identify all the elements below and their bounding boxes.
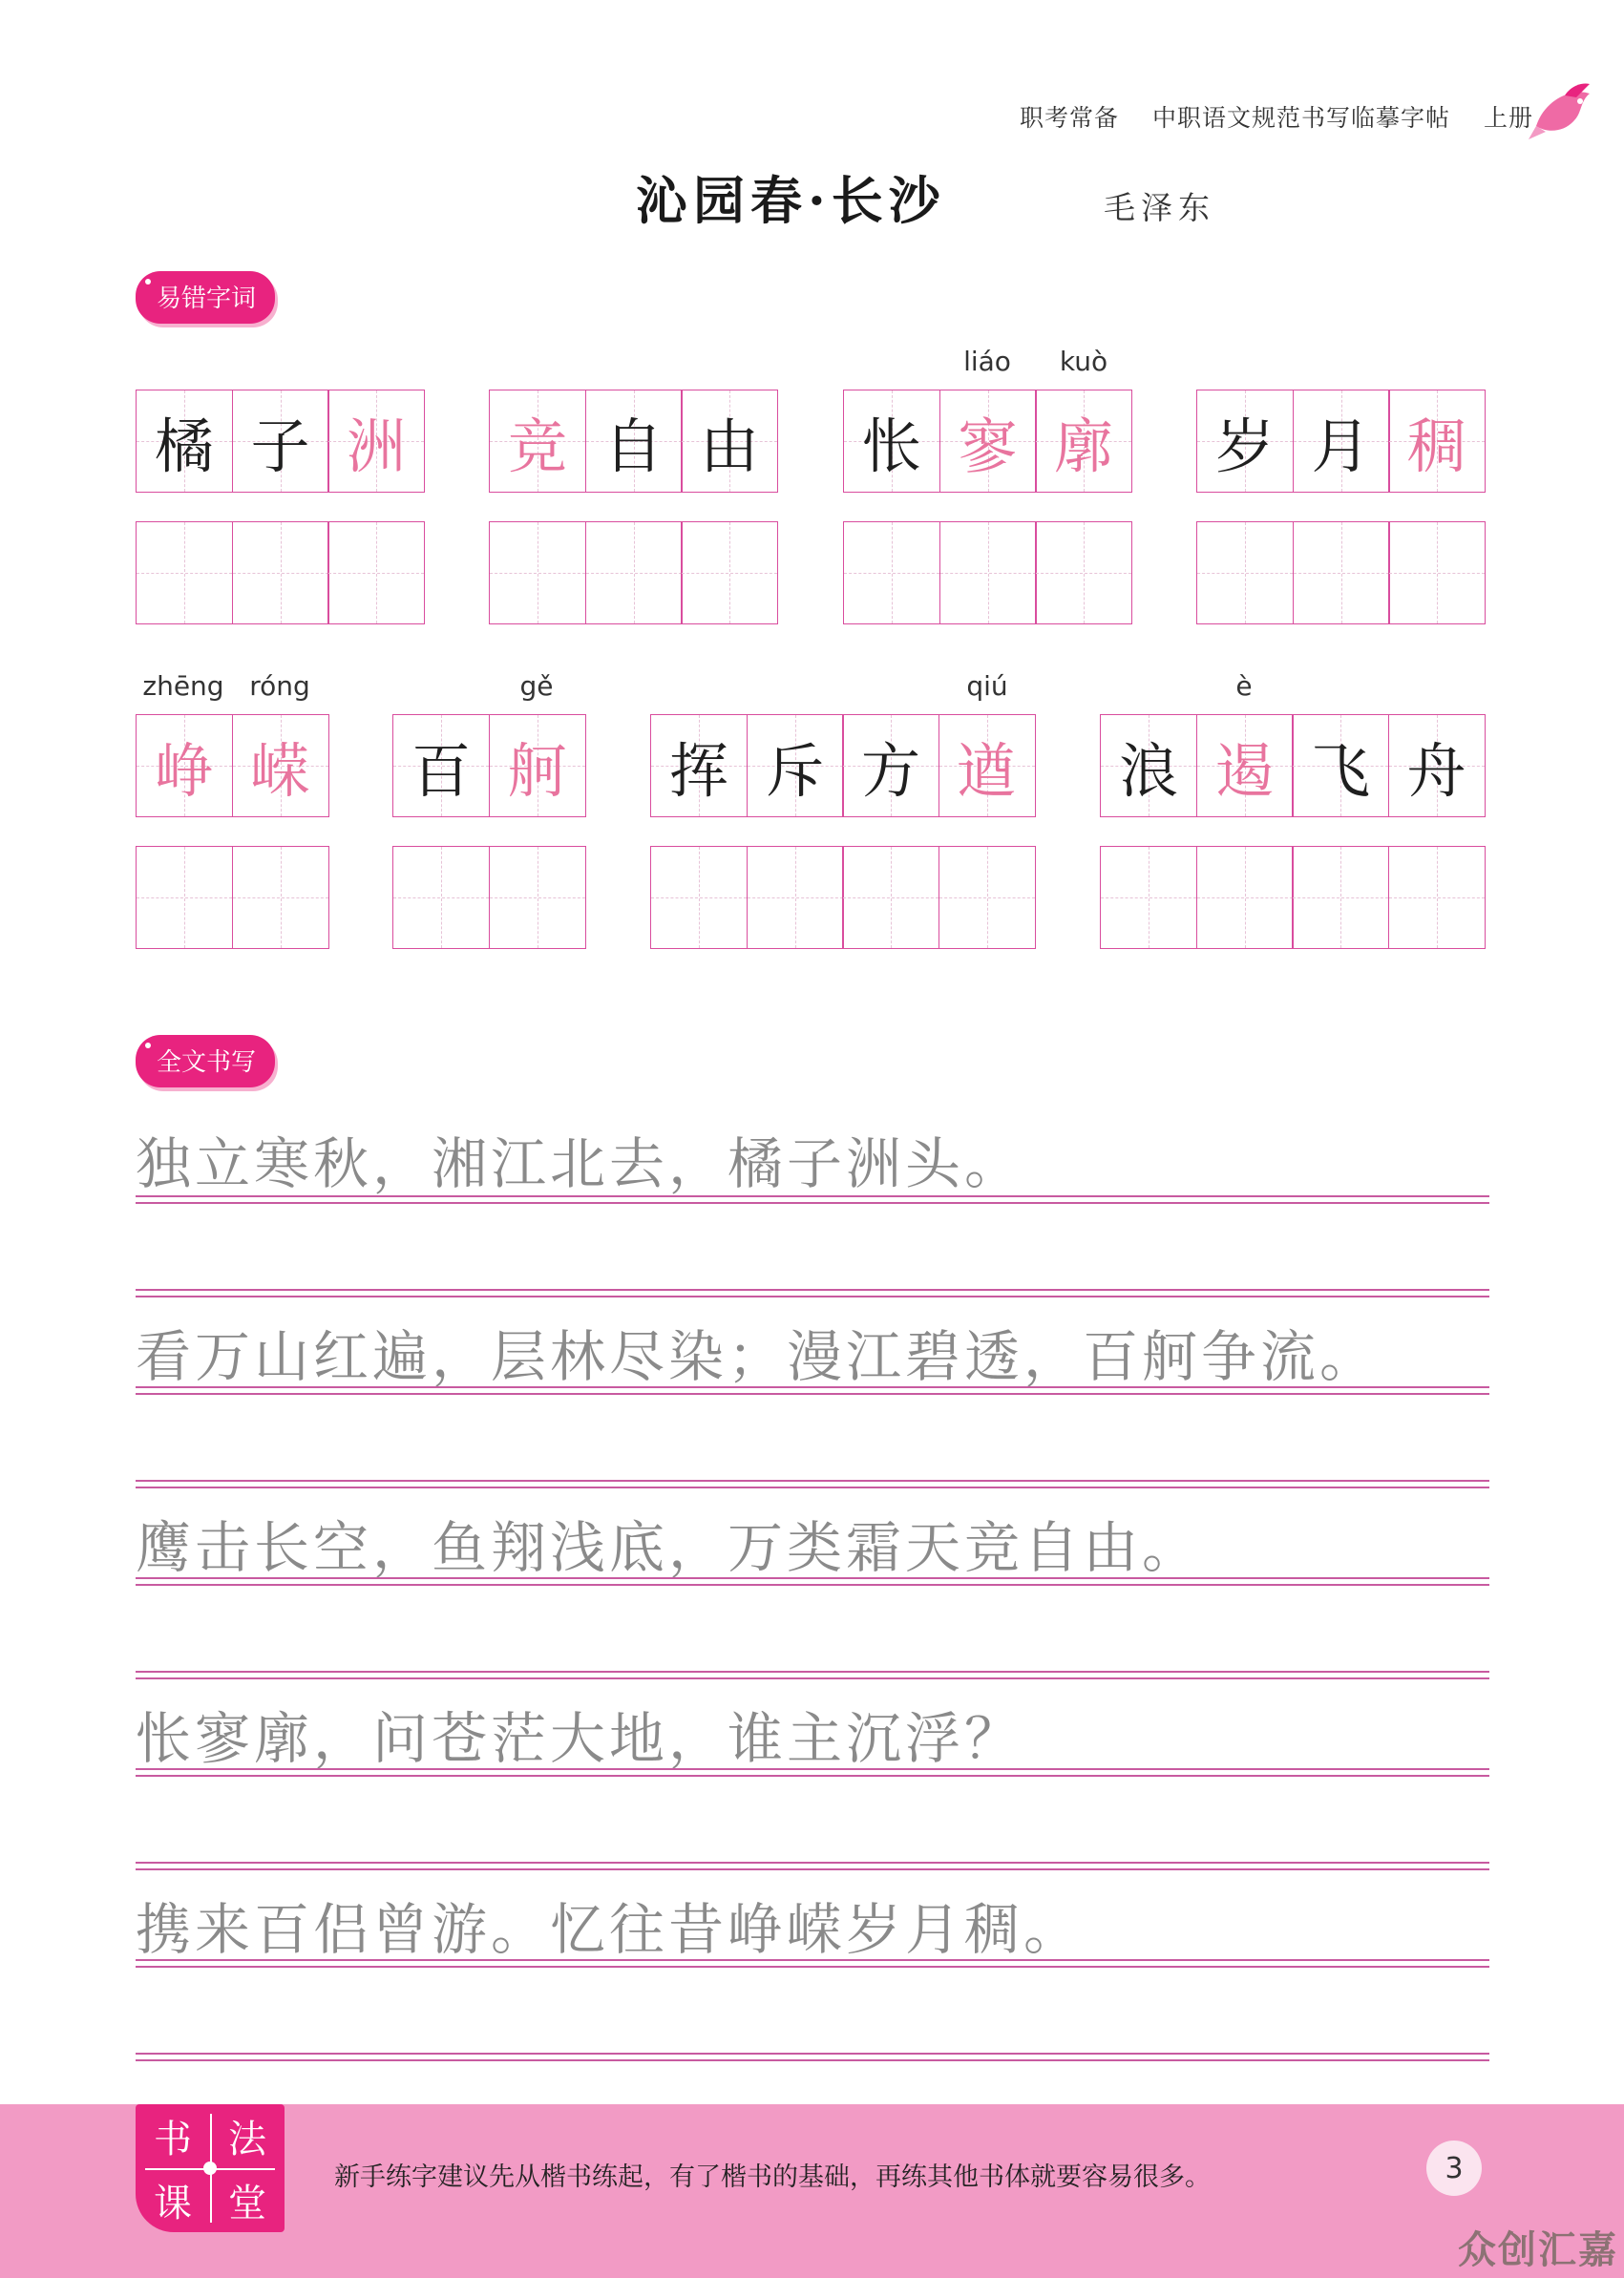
practice-cell[interactable] [1035, 521, 1132, 624]
volume-label: 上册 [1483, 104, 1533, 132]
watermark: 众创汇嘉 [1458, 2228, 1618, 2272]
char: 橘 [154, 411, 214, 481]
char-cell [1100, 714, 1197, 817]
practice-cell[interactable] [1388, 521, 1486, 624]
practice-cell[interactable] [1292, 846, 1389, 949]
practice-cell[interactable] [842, 846, 939, 949]
char: 舟 [1406, 735, 1466, 806]
char-cell [136, 714, 233, 817]
page-number: 3 [1426, 2141, 1482, 2196]
char-cell [1196, 390, 1294, 493]
char: 自 [603, 411, 664, 481]
char: 百 [411, 735, 471, 806]
pinyin-label: zhēng [142, 670, 224, 702]
practice-cell[interactable] [392, 846, 490, 949]
writing-line[interactable] [136, 1862, 1489, 1870]
section-tag-fulltext: 全文书写 [136, 1035, 275, 1087]
practice-cell[interactable] [489, 521, 586, 624]
verse-line-2: 看万山红遍，层林尽染；漫江碧透，百舸争流。 [136, 1324, 1380, 1389]
verse-line-3: 鹰击长空，鱼翔浅底，万类霜天竞自由。 [136, 1515, 1202, 1580]
char-cell [585, 390, 683, 493]
char-cell [1292, 714, 1389, 817]
practice-cell[interactable] [136, 846, 233, 949]
char: 怅 [861, 411, 921, 481]
practice-cell[interactable] [1196, 846, 1294, 949]
char-cell [1196, 714, 1294, 817]
char-cell [939, 714, 1036, 817]
practice-cell[interactable] [1196, 521, 1294, 624]
writing-line[interactable] [136, 1480, 1489, 1488]
author-name: 毛泽东 [1104, 189, 1215, 226]
word-practice-grid [650, 846, 1036, 949]
error-prone-char: 竞 [507, 411, 567, 481]
char: 子 [250, 411, 310, 481]
verse-line-5: 携来百侣曾游。忆往昔峥嵘岁月稠。 [136, 1897, 1084, 1962]
char-cell [842, 714, 939, 817]
writing-line[interactable] [136, 2053, 1489, 2061]
practice-cell[interactable] [681, 521, 778, 624]
error-prone-char: 遏 [1214, 735, 1275, 806]
practice-cell[interactable] [327, 521, 425, 624]
char: 岁 [1214, 411, 1275, 481]
series-label: 职考常备 [1020, 104, 1120, 132]
logo-char: 法 [228, 2118, 266, 2162]
char-cell [136, 390, 233, 493]
word-practice-grid [136, 846, 329, 949]
verse-line-4: 怅寥廓，问苍茫大地，谁主沉浮？ [136, 1706, 1024, 1771]
practice-cell[interactable] [489, 846, 586, 949]
error-prone-char: 稠 [1406, 411, 1466, 481]
char-cell [489, 390, 586, 493]
char: 挥 [668, 735, 728, 806]
char-cell [1035, 390, 1132, 493]
practice-cell[interactable] [136, 521, 233, 624]
writing-line[interactable] [136, 1386, 1489, 1395]
error-prone-char: 廓 [1053, 411, 1113, 481]
word-sample-grid [392, 714, 586, 817]
char: 浪 [1118, 735, 1178, 806]
error-prone-char: 洲 [346, 411, 406, 481]
char-cell [1388, 390, 1486, 493]
word-sample-grid [136, 390, 425, 493]
char-cell [747, 714, 844, 817]
footer-tip: 新手练字建议先从楷书练起，有了楷书的基础，再练其他书体就要容易很多。 [334, 2162, 1211, 2192]
char-cell [232, 390, 329, 493]
error-prone-char: 嵘 [250, 735, 310, 806]
word-practice-grid [136, 521, 425, 624]
word-sample-grid [489, 390, 778, 493]
error-prone-char: 舸 [507, 735, 567, 806]
pinyin-label: gě [519, 670, 554, 702]
char-cell [1293, 390, 1390, 493]
logo-char: 课 [154, 2182, 192, 2225]
word-sample-grid [1196, 390, 1486, 493]
writing-line[interactable] [136, 1577, 1489, 1586]
char: 方 [860, 735, 920, 806]
word-sample-grid [1100, 714, 1486, 817]
pinyin-label: liáo [963, 346, 1011, 377]
char: 月 [1311, 411, 1371, 481]
char-cell [232, 714, 329, 817]
word-practice-grid [392, 846, 586, 949]
pinyin-label: è [1235, 670, 1253, 702]
pinyin-label: róng [249, 670, 310, 702]
practice-cell[interactable] [843, 521, 940, 624]
practice-cell[interactable] [232, 521, 329, 624]
practice-cell[interactable] [747, 846, 844, 949]
word-practice-grid [489, 521, 778, 624]
pinyin-label: kuò [1059, 346, 1108, 377]
practice-cell[interactable] [650, 846, 748, 949]
practice-cell[interactable] [1100, 846, 1197, 949]
page-title: 沁园春·长沙 [636, 170, 946, 231]
header-bar [995, 99, 1533, 134]
char-cell [681, 390, 778, 493]
word-practice-grid [843, 521, 1132, 624]
char: 飞 [1310, 735, 1370, 806]
verse-line-1: 独立寒秋，湘江北去，橘子洲头。 [136, 1131, 1024, 1196]
writing-line[interactable] [136, 1671, 1489, 1679]
word-practice-grid [1196, 521, 1486, 624]
error-prone-char: 寥 [958, 411, 1018, 481]
char: 由 [699, 411, 759, 481]
word-sample-grid [650, 714, 1036, 817]
practice-cell[interactable] [1293, 521, 1390, 624]
practice-cell[interactable] [939, 521, 1037, 624]
practice-cell[interactable] [232, 846, 329, 949]
word-practice-grid [1100, 846, 1486, 949]
char-cell [392, 714, 490, 817]
char-cell [1388, 714, 1486, 817]
practice-cell[interactable] [1388, 846, 1486, 949]
writing-line[interactable] [136, 1195, 1489, 1204]
char-cell [843, 390, 940, 493]
calligraphy-class-logo [136, 2104, 285, 2232]
char-cell [939, 390, 1037, 493]
char-cell [489, 714, 586, 817]
logo-char: 书 [154, 2118, 192, 2162]
char: 斥 [765, 735, 825, 806]
book-title: 中职语文规范书写临摹字帖 [1152, 104, 1451, 132]
error-prone-char: 遒 [957, 735, 1017, 806]
fish-logo-icon [1527, 78, 1595, 147]
logo-char: 堂 [228, 2182, 266, 2225]
practice-cell[interactable] [585, 521, 683, 624]
writing-line[interactable] [136, 1289, 1489, 1297]
section-tag-vocab: 易错字词 [136, 271, 275, 324]
practice-cell[interactable] [939, 846, 1036, 949]
writing-line[interactable] [136, 1959, 1489, 1968]
word-sample-grid [843, 390, 1132, 493]
error-prone-char: 峥 [154, 735, 214, 806]
pinyin-label: qiú [966, 670, 1008, 702]
writing-line[interactable] [136, 1768, 1489, 1777]
char-cell [650, 714, 748, 817]
word-sample-grid [136, 714, 329, 817]
char-cell [327, 390, 425, 493]
